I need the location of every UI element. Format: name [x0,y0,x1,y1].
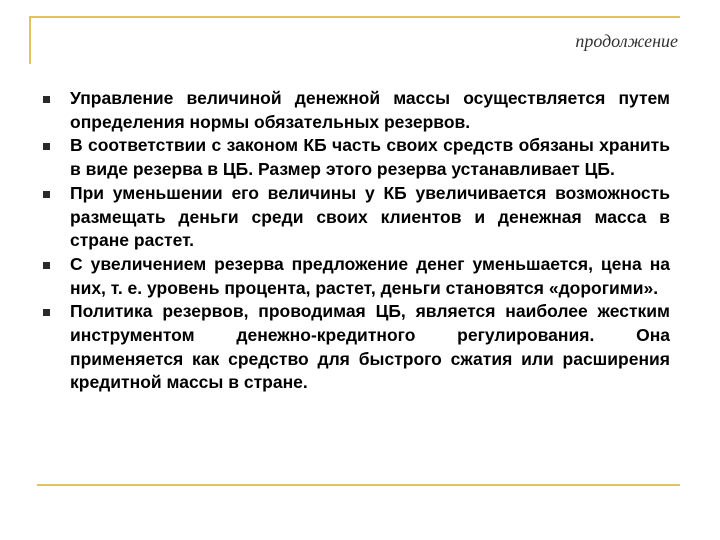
bullet-text-3: При уменьшении его величины у КБ увеличивается возможность размещать деньги среди своих клиентов и денежная масса в стране растет. [70,182,670,251]
square-bullet-icon [43,96,50,103]
square-bullet-icon [43,191,50,198]
frame-left-line [29,16,31,64]
bullet-item-4 [70,253,670,300]
bullet-item-1 [70,87,670,134]
square-bullet-icon [43,143,50,150]
frame-bottom-line [37,484,680,486]
bullet-list [70,87,670,395]
bullet-item-3 [70,182,670,253]
square-bullet-icon [43,309,50,316]
frame-top-line [29,16,680,18]
bullet-text-4: С увеличением резерва предложение денег уменьшается, цена на них, т. е. уровень процента, растет, деньги становятся «дорогими». [70,253,670,298]
bullet-text-1: Управление величиной денежной массы осуществляется путем определения нормы обязательных резервов. [70,88,670,132]
bullet-text-2: В соответствии с законом КБ часть своих средств обязаны хранить в виде резерва в ЦБ. Размер этого резерва устанавливает ЦБ. [70,135,670,180]
bullet-item-5 [70,300,670,395]
slide-subtitle: продолжение [575,31,678,51]
bullet-text-5: Политика резервов, проводимая ЦБ, является наиболее жестким инструментом денежно-кредитного регулирования. Она применяется как средство для быстрого сжатия или расширения кредитной массы в стране. [70,301,670,393]
square-bullet-icon [43,262,50,269]
bullet-item-2 [70,134,670,181]
